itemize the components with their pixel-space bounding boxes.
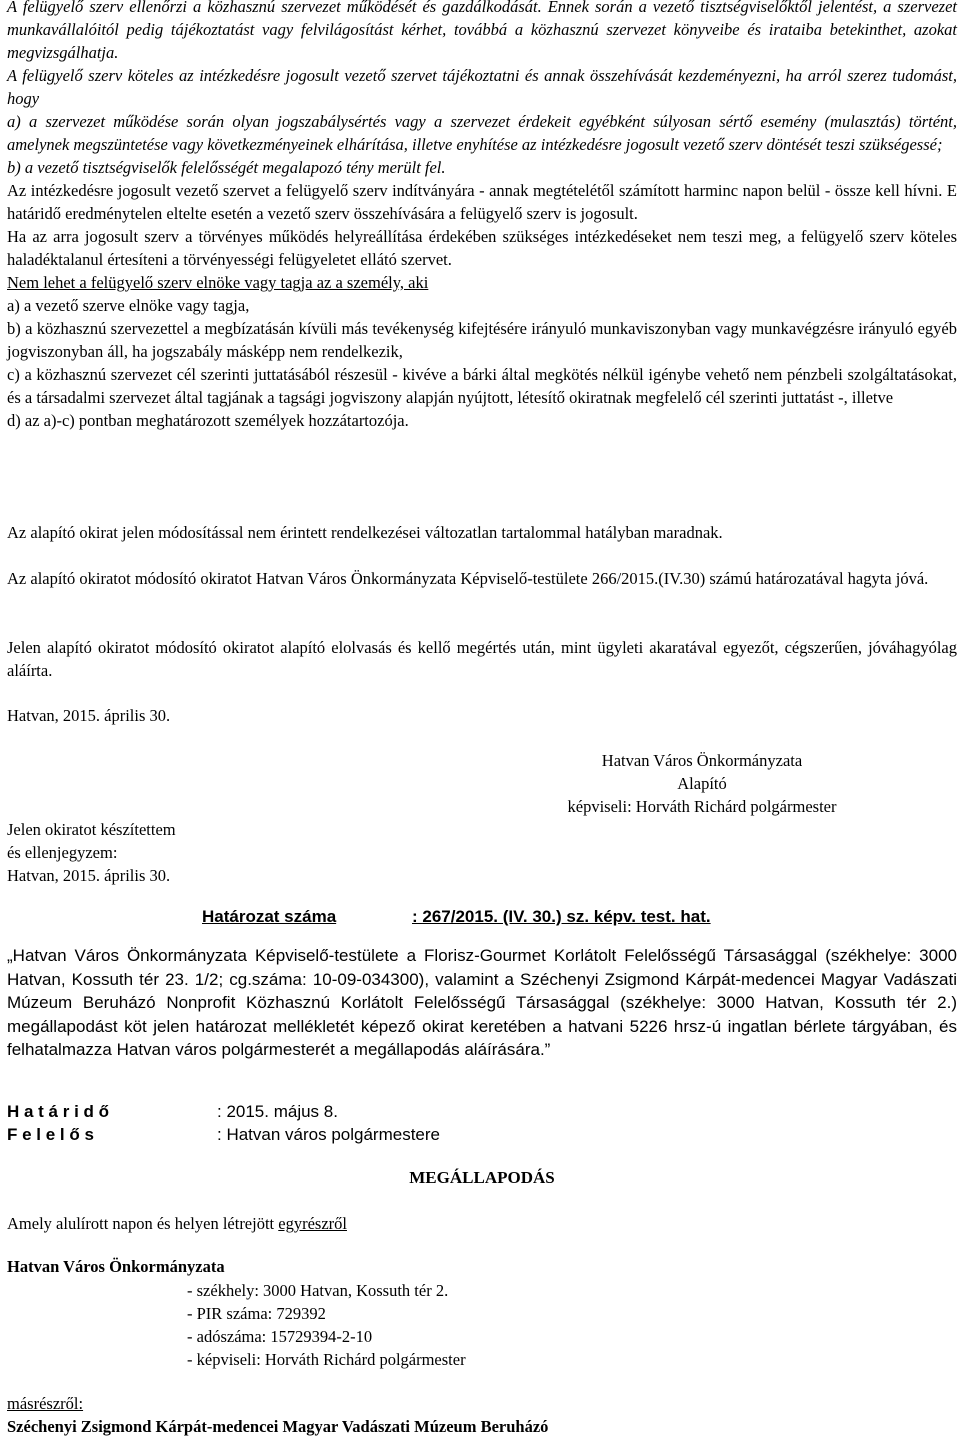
list-item: c) a közhasznú szervezet cél szerinti juttatásából részesül - kivéve a bárki által megkötés nélkül igénybe vehető nem pénzbeli szolgáltatásokat, és a társadalmi szervezet által tagjának a tagsági jogviszony alapján nyújtott, létesítő okiratnak megfelelő cél szerinti juttatást -, illetve	[7, 365, 957, 407]
deadline-row	[7, 1100, 607, 1123]
party1-details	[187, 1279, 466, 1371]
paragraph: A felügyelő szerv ellenőrzi a közhasznú szervezet működését és gazdálkodását. Ennek során a vezető tisztségviselőktől jelentést, a szervezet munkavállalóitól pedig tájékoztatást vagy felvilágosítást kérhet, továbbá a közhasznú szervezet könyveibe és irataiba betekinthet, azokat megvizsgálhatja.	[7, 0, 957, 62]
prepared-line: és ellenjegyzem:	[7, 843, 118, 862]
party1-detail: - PIR száma: 729392	[187, 1304, 326, 1323]
resolution-number: : 267/2015. (IV. 30.) sz. képv. test. hat.	[412, 907, 711, 926]
signatory-line: Alapító	[677, 774, 727, 793]
paragraph: Ha az arra jogosult szerv a törvényes működés helyreállítása érdekében szükséges intézkedéseket nem teszi meg, a felügyelő szerv köteles haladéktalanul értesíteni a törvényességi felügyeletet ellátó szervet.	[7, 227, 957, 269]
paragraph: Az intézkedésre jogosult vezető szervet a felügyelő szerv indítványára - annak megtételétől számított harminc napon belül - össze kell hívni. E határidő eredménytelen eltelte esetén a vezető szerv összehívására a felügyelő szerv is jogosult.	[7, 181, 957, 223]
responsible-label: F e l e l ő s	[7, 1125, 94, 1144]
place-date: Hatvan, 2015. április 30.	[7, 706, 171, 725]
paragraph: Jelen alapító okiratot módosító okiratot alapító elolvasás és kellő megértés után, mint ügyleti akaratával egyezőt, cégszerűen, jóváhagyólag aláírta.	[7, 638, 957, 680]
prepared-line: Jelen okiratot készítettem	[7, 820, 176, 839]
prepared-line: Hatvan, 2015. április 30.	[7, 866, 171, 885]
other-side-label: másrészről:	[7, 1394, 84, 1413]
underlined-heading: Nem lehet a felügyelő szerv elnöke vagy tagja az a személy, aki	[7, 273, 429, 292]
list-item: d) az a)-c) pontban meghatározott személyek hozzátartozója.	[7, 411, 409, 430]
paragraph: Az alapító okirat jelen módosítással nem érintett rendelkezései változatlan tartalommal hatályban maradnak.	[7, 523, 723, 542]
signatory-line: Hatvan Város Önkormányzata	[601, 751, 803, 770]
intro-underlined: egyrészről	[278, 1214, 347, 1233]
agreement-title: MEGÁLLAPODÁS	[409, 1168, 555, 1187]
signatory-line: képviseli: Horváth Richárd polgármester	[567, 797, 837, 816]
intro-text: Amely alulírott napon és helyen létrejött	[7, 1214, 279, 1233]
resolution-text: „Hatvan Város Önkormányzata Képviselő-testülete a Florisz-Gourmet Korlátolt Felelősségű Társasággal (székhelye: 3000 Hatvan, Kossuth tér 23. 1/2; cg.száma: 10-09-034300), valamint a Széchenyi Zsigmond Kárpát-medencei Magyar Vadászati Múzeum Beruházó Nonprofit Közhasznú Korlátolt Felelősségű Társasággal (székhelye: 3000 Hatvan, Kossuth tér 2.) megállapodást köt jelen határozat mellékletét képező okirat keretében a hatvani 5226 hrsz-ú ingatlan bérlete tárgyában, és felhatalmazza Hatvan város polgármesterét a megállapodás aláírására.”	[7, 946, 957, 1059]
deadline-label: H a t á r i d ő	[7, 1102, 110, 1121]
list-item: a) a szervezet működése során olyan jogszabálysértés vagy a szervezet érdekeit egyébként súlyosan sértő esemény (mulasztás) történt, amelynek megszüntetése vagy következményeinek elhárítása, illetve enyhítése az intézkedésre jogosult vezető szerv döntését teszi szükségessé;	[7, 112, 957, 154]
party1-detail: - adószáma: 15729394-2-10	[187, 1327, 373, 1346]
prepared-by-block	[7, 818, 176, 887]
paragraph: A felügyelő szerv köteles az intézkedésre jogosult vezető szervet tájékoztatni és annak összehívását kezdeményezni, ha arról szerez tudomást, hogy	[7, 66, 957, 108]
party1-name: Hatvan Város Önkormányzata	[7, 1257, 225, 1276]
deadline-value: : 2015. május 8.	[217, 1102, 338, 1121]
signatory-block	[507, 749, 897, 818]
list-item: a) a vezető szerve elnöke vagy tagja,	[7, 296, 250, 315]
list-item: b) a vezető tisztségviselők felelősségét megalapozó tény merült fel.	[7, 158, 446, 177]
supervisory-body-section	[7, 0, 957, 432]
party1-detail: - képviseli: Horváth Richárd polgármester	[187, 1350, 466, 1369]
resolution-label: Határozat száma	[202, 907, 337, 926]
party2-name: Széchenyi Zsigmond Kárpát-medencei Magyar Vadászati Múzeum Beruházó	[7, 1417, 549, 1436]
responsible-value: : Hatvan város polgármestere	[217, 1125, 440, 1144]
resolution-number-line	[202, 905, 711, 928]
paragraph: Az alapító okiratot módosító okiratot Hatvan Város Önkormányzata Képviselő-testülete 266/2015.(IV.30) számú határozatával hagyta jóvá.	[7, 569, 929, 588]
list-item: b) a közhasznú szervezettel a megbízatásán kívüli más tevékenység kifejtésére irányuló munkaviszonyban vagy munkavégzésre irányuló egyéb jogviszonyban áll, ha jogszabály másképp nem rendelkezik,	[7, 319, 957, 361]
agreement-intro	[7, 1212, 347, 1235]
responsible-row	[7, 1123, 607, 1146]
party1-detail: - székhely: 3000 Hatvan, Kossuth tér 2.	[187, 1281, 449, 1300]
